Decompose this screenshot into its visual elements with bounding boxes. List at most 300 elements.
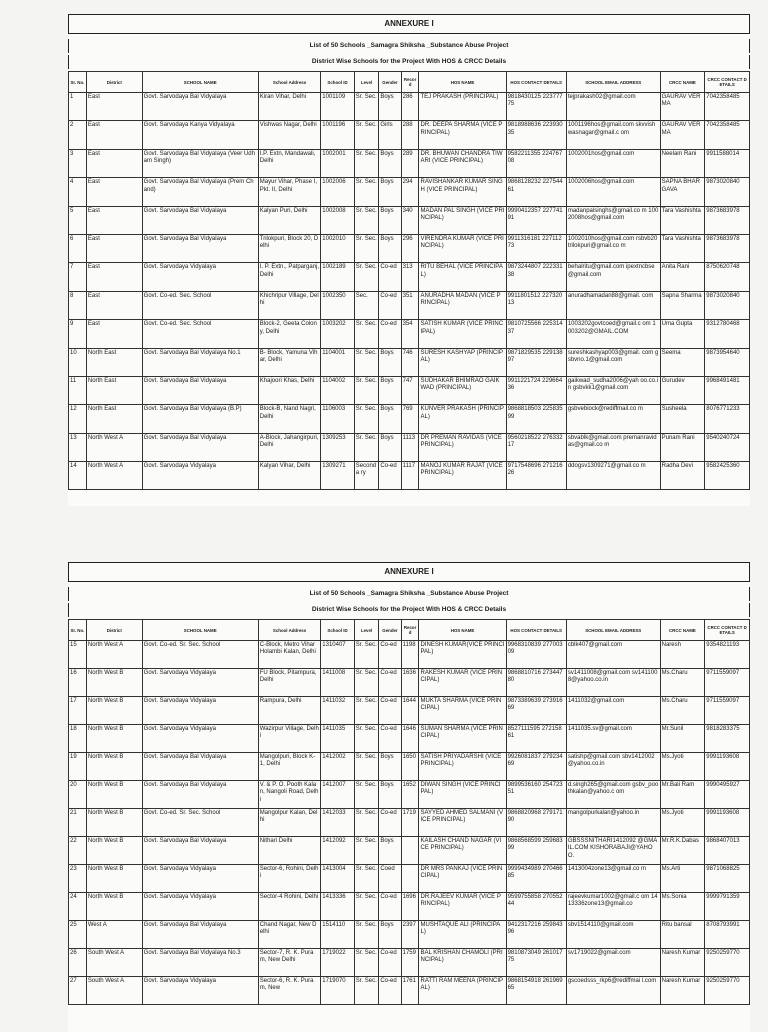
cell-school-name: Govt. Sarvodaya Bal Vidyalaya (B.P) (142, 405, 258, 433)
cell-crcc-contact: 9873020840 (705, 291, 750, 319)
cell-school-name: Govt. Sarvodaya Bal Vidyalaya (142, 376, 258, 404)
cell-school-id: 1001109 (321, 93, 354, 121)
cell-level: Sr. Sec. (354, 149, 379, 177)
table-row (69, 206, 750, 234)
table-row (69, 669, 750, 697)
table-row (69, 753, 750, 781)
cell-level: Sr. Sec. (354, 753, 379, 781)
cell-school-id: 1514110 (321, 921, 354, 949)
cell-hos-contact: 9911221724 22966436 (506, 376, 566, 404)
table-row (69, 93, 750, 121)
cell-crcc-name: Susheela (660, 405, 705, 433)
header-crcc-name: CRCC NAME (660, 72, 705, 93)
cell-gender: Co-ed (379, 977, 401, 1005)
cell-gender: Boys (379, 376, 401, 404)
cell-school-name: Govt. Sarvodaya Vidyalaya (142, 865, 258, 893)
cell-crcc-contact: 9711559097 (705, 669, 750, 697)
cell-hos-contact: 9999434989 27046685 (506, 865, 566, 893)
cell-district: North West B (86, 865, 142, 893)
cell-crcc-contact: 9582425360 (705, 462, 750, 490)
cell-school-email: gaikwad_sudha2006@yah oo.co.in gsbvkk1@gmail.com (566, 376, 660, 404)
cell-sr-no: 16 (69, 669, 87, 697)
cell-school-address: Mangolpuri, Block K-1, Delhi (258, 753, 321, 781)
cell-school-address: B- Block, Yamuna Vihar, Delhi (258, 348, 321, 376)
cell-level: Sr. Sec. (354, 669, 379, 697)
cell-school-email: sbvablk@gmail.com premanravidas@gmail.co m (566, 433, 660, 461)
table-row (69, 697, 750, 725)
cell-school-name: Govt. Co-ed. Sr. Sec. School (142, 809, 258, 837)
cell-school-email: sbv1514110@gmail.com (566, 921, 660, 949)
cell-record: 1759 (401, 949, 419, 977)
cell-school-id: 1002010 (321, 234, 354, 262)
cell-school-address: C-Block, Metro Vihar Holambi Kalan, Delhi (258, 641, 321, 669)
cell-school-id: 1413336 (321, 893, 354, 921)
cell-school-email: sv1411008@gmail.com sv1411008@yahoo.co.in (566, 669, 660, 697)
cell-school-address: Block-2, Geeta Colony, Delhi (258, 320, 321, 348)
cell-crcc-contact: 9999791359 (705, 893, 750, 921)
cell-school-address: A-Block, Jahangirpuri, Delhi (258, 433, 321, 461)
cell-record: 1117 (401, 462, 419, 490)
cell-gender: Boys (379, 234, 401, 262)
cell-level: Sr. Sec. (354, 697, 379, 725)
cell-crcc-contact: 9711559097 (705, 697, 750, 725)
cell-hos-name: RITU BEHAL (VICE PRINCIPAL) (419, 263, 506, 291)
cell-hos-contact: 9560218522 27633217 (506, 433, 566, 461)
cell-gender: Boys (379, 433, 401, 461)
cell-record: 769 (401, 405, 419, 433)
cell-crcc-name: Mr.R.K.Dabas (660, 837, 705, 865)
cell-school-address: Kalyan Vihar, Delhi (258, 462, 321, 490)
table-body (69, 641, 750, 1005)
cell-crcc-name: Naresh Kumar (660, 949, 705, 977)
cell-crcc-name: Tara Vashishta (660, 206, 705, 234)
cell-district: North East (86, 376, 142, 404)
cell-hos-contact: 9868128232 22754461 (506, 178, 566, 206)
cell-hos-name: BAL KRISHAN CHAMOLI (PRINCIPAL) (419, 949, 506, 977)
cell-school-id: 1001196 (321, 121, 354, 149)
table-row (69, 865, 750, 893)
cell-hos-contact: 9926081837 27923469 (506, 753, 566, 781)
cell-record: 1761 (401, 977, 419, 1005)
cell-sr-no: 6 (69, 234, 87, 262)
cell-hos-name: DR MRS PANKAJ (VICE PRINCIPAL) (419, 865, 506, 893)
cell-hos-contact: 9599755858 27055244 (506, 893, 566, 921)
table-row (69, 121, 750, 149)
header-district: District (86, 72, 142, 93)
table-row (69, 320, 750, 348)
cell-crcc-contact: 9540240724 (705, 433, 750, 461)
header-hos-name: HOS NAME (419, 72, 506, 93)
header-school-name: SCHOOL NAME (142, 72, 258, 93)
cell-district: North West A (86, 641, 142, 669)
cell-school-email: 1411035.sv@gmail.com (566, 725, 660, 753)
cell-crcc-name: Ms.Jyoti (660, 809, 705, 837)
cell-district: East (86, 121, 142, 149)
cell-school-name: Govt. Sarvodaya Bal Vidyalaya (142, 921, 258, 949)
cell-school-address: Kiran Vihar, Delhi (258, 93, 321, 121)
cell-school-address: Sector-6, Rohini, Delhi (258, 865, 321, 893)
cell-level: Sr. Sec. (354, 263, 379, 291)
cell-gender: Boys (379, 93, 401, 121)
cell-school-email: 1002001hos@gmail.com (566, 149, 660, 177)
table-row (69, 781, 750, 809)
cell-district: East (86, 93, 142, 121)
cell-record: 354 (401, 320, 419, 348)
cell-school-email: anuradhamadan88@gmail. com (566, 291, 660, 319)
cell-school-email: sureshkashyap003@gmail. com gsbvno.1@gmail.com (566, 348, 660, 376)
cell-crcc-contact: 9868407013 (705, 837, 750, 865)
cell-district: North East (86, 405, 142, 433)
cell-school-email: madanpalsinghs@gmail.co m 1002008hos@gmail.com (566, 206, 660, 234)
cell-school-address: Sector-7, R. K. Puram, New Delhi (258, 949, 321, 977)
cell-district: East (86, 149, 142, 177)
cell-level: Sr. Sec. (354, 725, 379, 753)
cell-school-name: Govt. Sarvodaya Vidyalaya (142, 977, 258, 1005)
cell-crcc-contact: 9873954640 (705, 348, 750, 376)
cell-school-address: Khichripur Village, Delhi (258, 291, 321, 319)
cell-level: Sr. Sec. (354, 949, 379, 977)
cell-crcc-name: Mr.Bali Ram (660, 781, 705, 809)
cell-crcc-name: Mr.Sunil (660, 725, 705, 753)
cell-school-address: Vishwas Nagar, Delhi (258, 121, 321, 149)
cell-crcc-name: Ms.Arti (660, 865, 705, 893)
cell-crcc-contact: 9873020840 (705, 178, 750, 206)
cell-record: 340 (401, 206, 419, 234)
cell-gender: Co-ed (379, 320, 401, 348)
header-district: District (86, 620, 142, 641)
cell-district: North West B (86, 809, 142, 837)
table-row (69, 893, 750, 921)
cell-school-address: Nithari Delhi (258, 837, 321, 865)
cell-sr-no: 15 (69, 641, 87, 669)
cell-crcc-contact: 9873683978 (705, 234, 750, 262)
cell-district: North West B (86, 893, 142, 921)
cell-district: East (86, 206, 142, 234)
cell-record: 286 (401, 93, 419, 121)
cell-level: Sr. Sec. (354, 121, 379, 149)
cell-school-id: 1104001 (321, 348, 354, 376)
cell-crcc-name: Ritu bansal (660, 921, 705, 949)
header-record: Record (401, 620, 419, 641)
cell-gender: Boys (379, 781, 401, 809)
cell-gender: Co-ed (379, 462, 401, 490)
cell-school-name: Govt. Sarvodaya Bal Vidyalaya (Veer Udham Singh) (142, 149, 258, 177)
cell-school-address: Khajoori Khas, Delhi (258, 376, 321, 404)
table-row (69, 263, 750, 291)
table-row (69, 433, 750, 461)
cell-gender: Boys (379, 837, 401, 865)
cell-sr-no: 5 (69, 206, 87, 234)
cell-gender: Co-ed (379, 893, 401, 921)
header-hos-name: HOS NAME (419, 620, 506, 641)
cell-hos-name: DR. BHUWAN CHANDRA TIWARI (VICE PRINCIPAL) (419, 149, 506, 177)
cell-crcc-name: Uma Gupta (660, 320, 705, 348)
cell-sr-no: 17 (69, 697, 87, 725)
cell-school-address: Rampura, Delhi (258, 697, 321, 725)
cell-school-id: 1411008 (321, 669, 354, 697)
cell-school-address: Sector-6, R. K. Puram, New (258, 977, 321, 1005)
cell-sr-no: 20 (69, 781, 87, 809)
cell-district: East (86, 178, 142, 206)
cell-crcc-contact: 9354821193 (705, 641, 750, 669)
list-subtitle: District Wise Schools for the Project With HOS & CRCC Details (68, 603, 750, 617)
cell-record: 1650 (401, 753, 419, 781)
header-sr-no: Sr. No. (69, 620, 87, 641)
cell-crcc-name: GAURAV VERMA (660, 121, 705, 149)
cell-school-name: Govt. Sarvodaya Bal Vidyalaya (142, 93, 258, 121)
cell-hos-contact: 9868568599 25968399 (506, 837, 566, 865)
cell-hos-name: KAILASH CHAND NAGAR (VICE PRINCIPAL) (419, 837, 506, 865)
cell-school-address: Chand Nagar, New Delhi (258, 921, 321, 949)
cell-crcc-name: Anita Rani (660, 263, 705, 291)
cell-crcc-contact: 9250259770 (705, 977, 750, 1005)
cell-school-id: 1411035 (321, 725, 354, 753)
cell-level: Sr. Sec. (354, 320, 379, 348)
cell-hos-contact: 9717548696 27121626 (506, 462, 566, 490)
header-record: Record (401, 72, 419, 93)
cell-gender: Co-ed (379, 725, 401, 753)
cell-hos-name: SUMAN SHARMA (VICE PRINCIPAL) (419, 725, 506, 753)
annexure-title: ANNEXURE I (68, 14, 750, 34)
cell-school-id: 1309253 (321, 433, 354, 461)
cell-crcc-name: GAURAV VERMA (660, 93, 705, 121)
cell-school-address: I. P. Extn., Patparganj, Delhi (258, 263, 321, 291)
cell-district: East (86, 291, 142, 319)
cell-district: North West B (86, 697, 142, 725)
cell-district: North East (86, 348, 142, 376)
cell-sr-no: 24 (69, 893, 87, 921)
table-row (69, 405, 750, 433)
cell-school-email: mangolpurkalan@yahoo.in (566, 809, 660, 837)
header-school-address: School Address (258, 72, 321, 93)
cell-hos-name: TEJ PRAKASH (PRINCIPAL) (419, 93, 506, 121)
header-sr-no: Sr. No. (69, 72, 87, 93)
table-row (69, 178, 750, 206)
cell-district: North West B (86, 781, 142, 809)
cell-district: West A (86, 921, 142, 949)
cell-hos-name: VIRENDRA KUMAR (VICE PRINCIPAL) (419, 234, 506, 262)
annexure-sheet-2 (68, 562, 750, 1032)
cell-school-name: Govt. Sarvodaya Vidyalaya (142, 669, 258, 697)
cell-school-id: 1002008 (321, 206, 354, 234)
cell-hos-contact: 9868820968 27917190 (506, 809, 566, 837)
cell-hos-contact: 9911316181 22711273 (506, 234, 566, 262)
cell-level: Sr. Sec. (354, 234, 379, 262)
cell-school-name: Govt. Sarvodaya Bal Vidyalaya No.3 (142, 949, 258, 977)
list-subtitle: District Wise Schools for the Project With HOS & CRCC Details (68, 55, 750, 69)
table-row (69, 809, 750, 837)
header-gender: Gender (379, 620, 401, 641)
cell-hos-contact: 9810725566 22531437 (506, 320, 566, 348)
cell-district: East (86, 263, 142, 291)
cell-level: Sr. Sec. (354, 809, 379, 837)
cell-record: 1646 (401, 725, 419, 753)
cell-record: 747 (401, 376, 419, 404)
cell-gender: Co-ed (379, 641, 401, 669)
cell-gender: Boys (379, 348, 401, 376)
cell-gender: Boys (379, 405, 401, 433)
cell-record: 351 (401, 291, 419, 319)
cell-school-email: 1411032@gmail.com (566, 697, 660, 725)
cell-sr-no: 14 (69, 462, 87, 490)
cell-hos-name: DR.RAJEEV KUMAR (VICE PRINCIPAL) (419, 893, 506, 921)
cell-hos-name: MUKTA SHARMA (VICE PRINCIPAL) (419, 697, 506, 725)
cell-school-email: 1001196hos@gmail.com skvvishwasnagar@gmail.c om (566, 121, 660, 149)
cell-record: 1719 (401, 809, 419, 837)
cell-sr-no: 8 (69, 291, 87, 319)
cell-sr-no: 22 (69, 837, 87, 865)
cell-sr-no: 2 (69, 121, 87, 149)
cell-gender: Co-ed (379, 291, 401, 319)
cell-school-name: Govt. Sarvodaya Bal Vidyalaya No.1 (142, 348, 258, 376)
cell-gender: Boys (379, 753, 401, 781)
cell-level: Sec. (354, 291, 379, 319)
cell-crcc-contact: 8750620748 (705, 263, 750, 291)
cell-hos-contact: 8527111595 27215861 (506, 725, 566, 753)
cell-hos-name: RATTI RAM MEENA (PRINCIPAL) (419, 977, 506, 1005)
cell-hos-contact: 9990412357 22774191 (506, 206, 566, 234)
cell-hos-contact: 9871829535 22913897 (506, 348, 566, 376)
cell-district: South West A (86, 949, 142, 977)
cell-school-id: 1413004 (321, 865, 354, 893)
cell-school-name: Govt. Sarvodaya Vidyalaya (142, 263, 258, 291)
cell-record: 289 (401, 149, 419, 177)
cell-record: 1198 (401, 641, 419, 669)
cell-crcc-name: Gurudev (660, 376, 705, 404)
cell-school-name: Govt. Sarvodaya Vidyalaya (142, 725, 258, 753)
cell-school-id: 1309271 (321, 462, 354, 490)
cell-hos-name: SUDHAKAR BHIMRAO GAIKWAD (PRINCIPAL) (419, 376, 506, 404)
cell-sr-no: 4 (69, 178, 87, 206)
cell-crcc-contact: 9968491481 (705, 376, 750, 404)
cell-crcc-contact: 7042358485 (705, 121, 750, 149)
cell-sr-no: 21 (69, 809, 87, 837)
cell-hos-contact: 9911801512 22732013 (506, 291, 566, 319)
cell-record (401, 865, 419, 893)
cell-school-address: Mangolpur Kalan, Delhi (258, 809, 321, 837)
cell-school-id: 1003202 (321, 320, 354, 348)
header-school-id: School ID (321, 620, 354, 641)
cell-district: East (86, 234, 142, 262)
cell-record: 1113 (401, 433, 419, 461)
table-row (69, 921, 750, 949)
cell-hos-contact: 9412317216 25984396 (506, 921, 566, 949)
cell-hos-contact: 9873389639 27391669 (506, 697, 566, 725)
cell-school-address: V. & P. O. Pooth Kalan, Nangoli Road, Delhi (258, 781, 321, 809)
cell-level: Sr. Sec. (354, 93, 379, 121)
cell-level: Sr. Sec. (354, 641, 379, 669)
cell-level: Sr. Sec. (354, 433, 379, 461)
cell-school-name: Govt. Sarvodaya Bal Vidyalaya (Prem Chand) (142, 178, 258, 206)
cell-school-address: I.P. Extn, Mandawali, Delhi (258, 149, 321, 177)
cell-hos-contact: 9868810716 27344780 (506, 669, 566, 697)
cell-record: 1636 (401, 669, 419, 697)
cell-school-id: 1412033 (321, 809, 354, 837)
cell-crcc-name: Punam Rani (660, 433, 705, 461)
cell-level: Sr. Sec. (354, 178, 379, 206)
cell-school-id: 1411032 (321, 697, 354, 725)
cell-school-email: sv1719022@gmail.com (566, 949, 660, 977)
schools-table (68, 619, 750, 1005)
cell-crcc-contact: 9250259770 (705, 949, 750, 977)
cell-record: 1652 (401, 781, 419, 809)
header-crcc-contact: CRCC CONTACT DETAILS (705, 72, 750, 93)
header-school-address: School Address (258, 620, 321, 641)
cell-gender: Co-ed (379, 697, 401, 725)
cell-school-name: Govt. Sarvodaya Bal Vidyalaya (142, 433, 258, 461)
cell-gender: Co-ed (379, 809, 401, 837)
cell-level: Sr. Sec. (354, 921, 379, 949)
cell-hos-name: SAYYED AHMED SALMANI (VICE PRINCIPAL) (419, 809, 506, 837)
cell-hos-name: RAKESH KUMAR (VICE PRINCIPAL) (419, 669, 506, 697)
cell-district: South West A (86, 977, 142, 1005)
cell-crcc-name: Naresh (660, 641, 705, 669)
cell-school-id: 1719022 (321, 949, 354, 977)
cell-school-email: satishp@gmail.com sbv1412002@yahoo.co.in (566, 753, 660, 781)
cell-crcc-name: Tara Vashishta (660, 234, 705, 262)
cell-school-email: GBSSSNITHARI1412092 @GMAIL.COM KISHORABAJI@YAHOO. (566, 837, 660, 865)
cell-crcc-name: Ms.Jyoti (660, 753, 705, 781)
cell-sr-no: 1 (69, 93, 87, 121)
cell-crcc-contact: 9818283375 (705, 725, 750, 753)
table-header-row (69, 620, 750, 641)
cell-record: 746 (401, 348, 419, 376)
cell-sr-no: 23 (69, 865, 87, 893)
header-level: Level (354, 620, 379, 641)
cell-record: 1644 (401, 697, 419, 725)
table-row (69, 234, 750, 262)
cell-crcc-name: Neelam Rani (660, 149, 705, 177)
cell-sr-no: 10 (69, 348, 87, 376)
cell-school-name: Govt. Sarvodaya Kanya Vidyalaya (142, 121, 258, 149)
cell-gender: Coed (379, 865, 401, 893)
cell-school-email: gsbvebiock@rediffmail.co m (566, 405, 660, 433)
table-row (69, 291, 750, 319)
cell-school-email: 1003202govtcoed@gmail.c om 1003202@GMAIL.COM (566, 320, 660, 348)
cell-crcc-contact: 9873683978 (705, 206, 750, 234)
cell-record (401, 837, 419, 865)
cell-gender: Co-ed (379, 263, 401, 291)
cell-crcc-name: Ms.Sonia (660, 893, 705, 921)
cell-sr-no: 3 (69, 149, 87, 177)
cell-district: North West B (86, 837, 142, 865)
cell-school-email: 1002010hos@gmail.com rsbvb20trilokpuri@gmail.co m (566, 234, 660, 262)
cell-record: 1696 (401, 893, 419, 921)
table-header-row (69, 72, 750, 93)
cell-school-address: Wazirpur Village, Delhi (258, 725, 321, 753)
cell-gender: Boys (379, 921, 401, 949)
cell-school-id: 1106003 (321, 405, 354, 433)
cell-gender: Co-ed (379, 669, 401, 697)
cell-level: Sr. Sec. (354, 977, 379, 1005)
cell-crcc-name: Sapna Sharma (660, 291, 705, 319)
cell-hos-name: MANOJ KUMAR RAJAT (VICE PRINCIPAL) (419, 462, 506, 490)
cell-sr-no: 27 (69, 977, 87, 1005)
cell-crcc-contact: 9312780468 (705, 320, 750, 348)
cell-school-email: rajeevkumar1002@gmail.c om 1413336zone13@gmail.co (566, 893, 660, 921)
cell-school-name: Govt. Sarvodaya Bal Vidyalaya (142, 781, 258, 809)
cell-school-id: 1002001 (321, 149, 354, 177)
cell-record: 296 (401, 234, 419, 262)
cell-school-address: Kalyan Puri, Delhi (258, 206, 321, 234)
table-row (69, 949, 750, 977)
cell-crcc-contact: 9871068825 (705, 865, 750, 893)
cell-school-email: d.singh265@gmail.com gsbv_poothkalan@yahoo.c om (566, 781, 660, 809)
cell-school-id: 1002006 (321, 178, 354, 206)
cell-school-name: Govt. Co-ed. Sec. School (142, 320, 258, 348)
cell-school-id: 1719070 (321, 977, 354, 1005)
cell-crcc-name: Seema (660, 348, 705, 376)
